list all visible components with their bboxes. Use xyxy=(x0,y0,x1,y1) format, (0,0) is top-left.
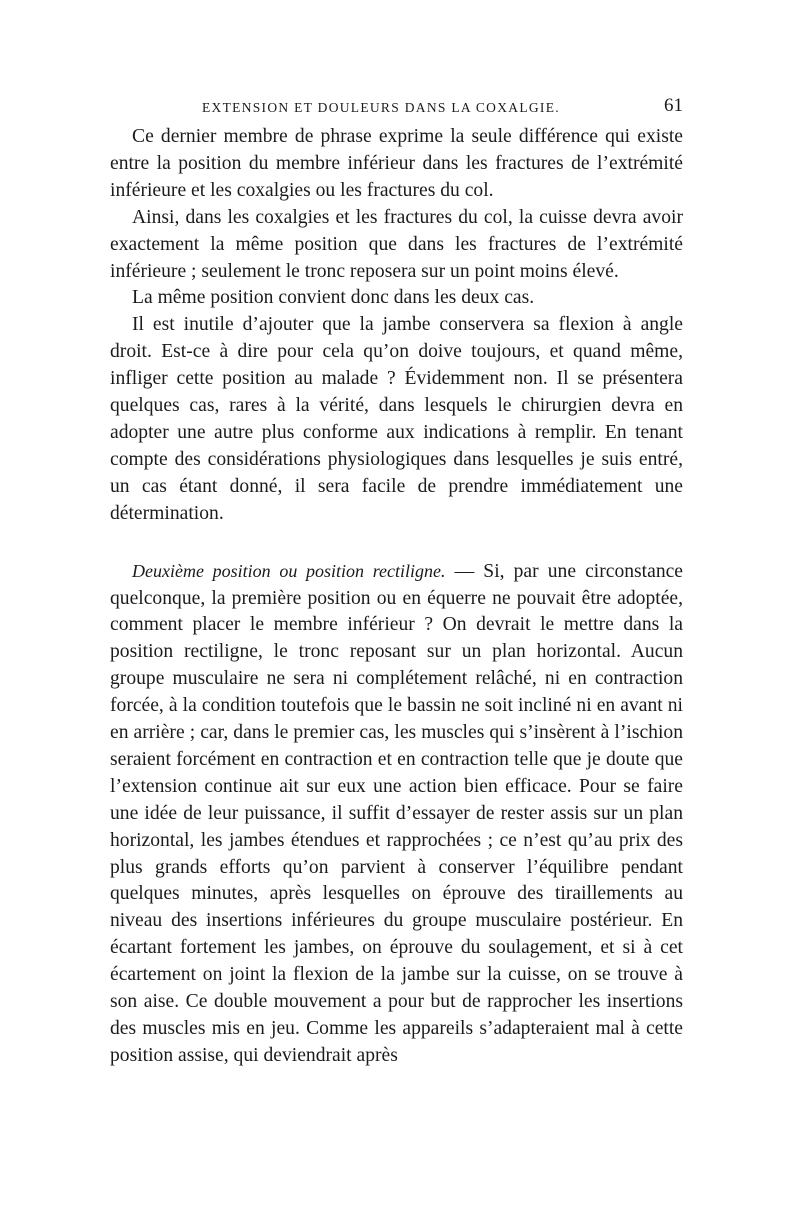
paragraph xyxy=(110,285,683,312)
page-number: 61 xyxy=(664,95,683,116)
running-header xyxy=(110,92,683,122)
paragraph xyxy=(110,124,683,205)
book-page xyxy=(110,92,683,1192)
section-heading: Deuxième position ou position rectiligne. xyxy=(132,560,446,581)
body-text xyxy=(110,124,683,1070)
paragraph-text: La même position convient donc dans les deux cas. xyxy=(132,287,535,309)
section-paragraph xyxy=(110,558,683,1070)
paragraph xyxy=(110,205,683,286)
paragraph-text: Ainsi, dans les coxalgies et les fractures du col, la cuisse devra avoir exactement la même position que dans les fractures de l’extrémité inférieure ; seulement le tronc reposera sur un point moins élevé. xyxy=(110,206,683,282)
paragraph-text: — Si, par une circonstance quelconque, la première position ou en équerre ne pouvait être adoptée, comment placer le membre inférieur ? On devrait le mettre dans la position rectiligne, le tronc reposant sur un plan horizontal. Aucun groupe musculaire ne sera ni complétement relâché, ni en contraction forcée, à la condition toutefois que le bassin ne soit incliné ni en avant ni en arrière ; car, dans le premier cas, les muscles qui s’insèrent à l’ischion seraient forcément en contraction et en contraction telle que je doute que l’extension continue ait sur eux une action bien efficace. Pour se faire une idée de leur puissance, il suffit d’essayer de rester assis sur un plan horizontal, les jambes étendues et rapprochées ; ce n’est qu’au prix des plus grands efforts qu’on parvient à conserver l’équilibre pendant quelques minutes, après lesquelles on éprouve des tiraillements au niveau des insertions inférieures du groupe musculaire postérieur. En écartant fortement les jambes, on éprouve du soulagement, et si à cet écartement on joint la flexion de la jambe sur la cuisse, on se trouve à son aise. Ce double mouvement a pour but de rapprocher les insertions des muscles mis en jeu. Comme les appareils s’adapteraient mal à cette position assise, qui deviendrait après xyxy=(110,560,684,1066)
paragraph-text: Il est inutile d’ajouter que la jambe conservera sa flexion à angle droit. Est-ce à dire pour cela qu’on doive toujours, et quand même, infliger cette position au malade ? Évidemment non. Il se présentera quelques cas, rares à la vérité, dans lesquels le chirurgien devra en adopter une autre plus conforme aux indications à remplir. En tenant compte des considérations physiologiques dans lesquelles je suis entré, un cas étant donné, il sera facile de prendre immédiatement une détermination. xyxy=(110,314,683,524)
paragraph-text: Ce dernier membre de phrase exprime la seule différence qui existe entre la position du membre inférieur dans les fractures de l’extrémité inférieure et les coxalgies ou les fractures du col. xyxy=(110,126,683,201)
paragraph xyxy=(110,312,683,527)
running-title: EXTENSION ET DOULEURS DANS LA COXALGIE. xyxy=(202,100,560,115)
